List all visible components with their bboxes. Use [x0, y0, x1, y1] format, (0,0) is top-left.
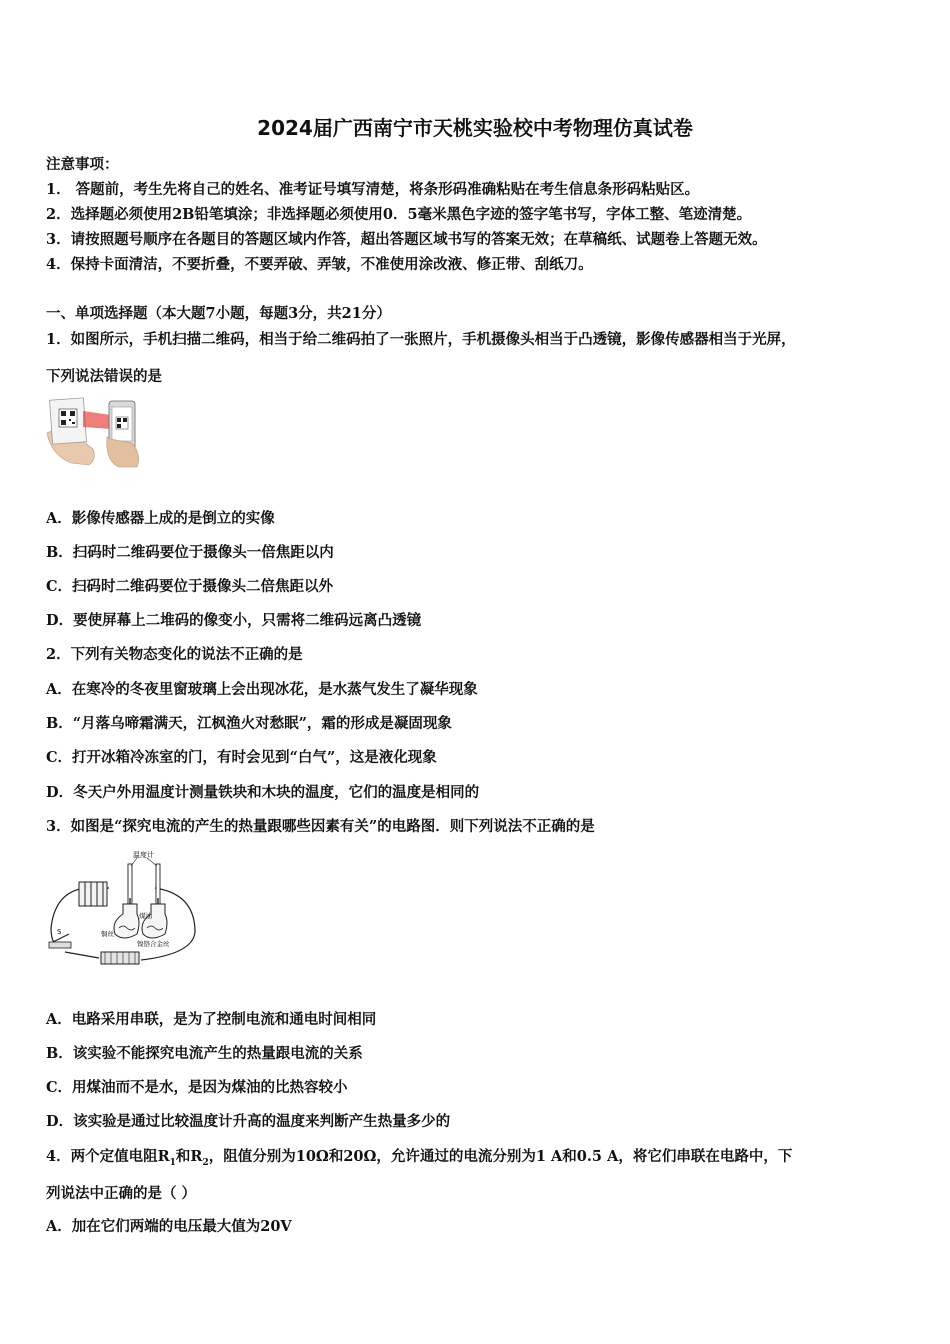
q3-option-c: C．用煤油而不是水，是因为煤油的比热容较小	[46, 1079, 348, 1096]
circuit-figure	[45, 848, 201, 970]
q1-option-b: B．扫码时二维码要位于摄像头一倍焦距以内	[46, 544, 334, 561]
section-heading: 一、单项选择题（本大题7小题，每题3分，共21分）	[46, 305, 391, 322]
notice-item-2: 2．选择题必须使用2B铅笔填涂；非选择题必须使用0．5毫米黑色字迹的签字笔书写，字体工整、笔迹清楚。	[46, 206, 752, 223]
label-copper: 铜丝	[101, 930, 114, 938]
notice-item-4: 4．保持卡面清洁，不要折叠，不要弄破、弄皱，不准使用涂改液、修正带、刮纸刀。	[46, 256, 593, 273]
q4-stem-part-b: 和R	[175, 1148, 203, 1165]
q4-stem-line1	[46, 1145, 792, 1168]
q4-subscript-2: 2	[202, 1157, 209, 1168]
page-title: 2024届广西南宁市天桃实验校中考物理仿真试卷	[257, 116, 693, 140]
q4-stem-part-c: ，阻值分别为10Ω和20Ω，允许通过的电流分别为1 A和0.5 A，将它们串联在电路中，下	[208, 1148, 793, 1165]
notice-item-3: 3．请按照题号顺序在各题目的答题区域内作答，超出答题区域书写的答案无效；在草稿纸、试题卷上答题无效。	[46, 231, 767, 248]
q3-option-a: A．电路采用串联，是为了控制电流和通电时间相同	[46, 1011, 377, 1028]
q4-option-a: A．加在它们两端的电压最大值为20V	[46, 1218, 292, 1235]
q2-stem: 2．下列有关物态变化的说法不正确的是	[46, 646, 303, 663]
q4-stem-part-a: 4．两个定值电阻R	[46, 1148, 170, 1165]
q4-subscript-1: 1	[169, 1157, 176, 1168]
q2-option-b: B．“月落乌啼霜满天，江枫渔火对愁眠”，霜的形成是凝固现象	[46, 715, 452, 732]
q1-option-c: C．扫码时二维码要位于摄像头二倍焦距以外	[46, 578, 334, 595]
q3-option-d: D．该实验是通过比较温度计升高的温度来判断产生热量多少的	[46, 1113, 451, 1130]
q3-option-b: B．该实验不能探究电流产生的热量跟电流的关系	[46, 1045, 363, 1062]
label-thermometer: 温度计	[133, 851, 154, 859]
q3-stem: 3．如图是“探究电流的产生的热量跟哪些因素有关”的电路图．则下列说法不正确的是	[46, 818, 595, 835]
label-kerosene: 煤油	[139, 912, 152, 920]
notice-heading: 注意事项：	[46, 156, 119, 173]
q4-stem-line2: 列说法中正确的是（ ）	[46, 1185, 197, 1202]
q2-option-c: C．打开冰箱冷冻室的门，有时会见到“白气”，这是液化现象	[46, 749, 437, 766]
q1-option-d: D．要使屏幕上二堆码的像变小，只需将二维码远离凸透镜	[46, 612, 422, 629]
q2-option-d: D．冬天户外用温度计测量铁块和木块的温度，它们的温度是相同的	[46, 784, 480, 801]
label-nichrome: 镍铬合金丝	[137, 940, 170, 948]
q1-stem-line1: 1．如图所示，手机扫描二维码，相当于给二维码拍了一张照片，手机摄像头相当于凸透镜，影像传感器相当于光屏，	[46, 331, 796, 348]
qr-scan-figure	[45, 393, 143, 469]
q2-option-a: A．在寒冷的冬夜里窗玻璃上会出现冰花，是水蒸气发生了凝华现象	[46, 681, 478, 698]
label-switch: S	[57, 928, 62, 936]
q1-option-a: A．影像传感器上成的是倒立的实像	[46, 510, 275, 527]
notice-item-1: 1． 答题前，考生先将自己的姓名、准考证号填写清楚，将条形码准确粘贴在考生信息条形码粘贴区。	[46, 181, 700, 198]
q1-stem-line2: 下列说法错误的是	[46, 368, 162, 385]
